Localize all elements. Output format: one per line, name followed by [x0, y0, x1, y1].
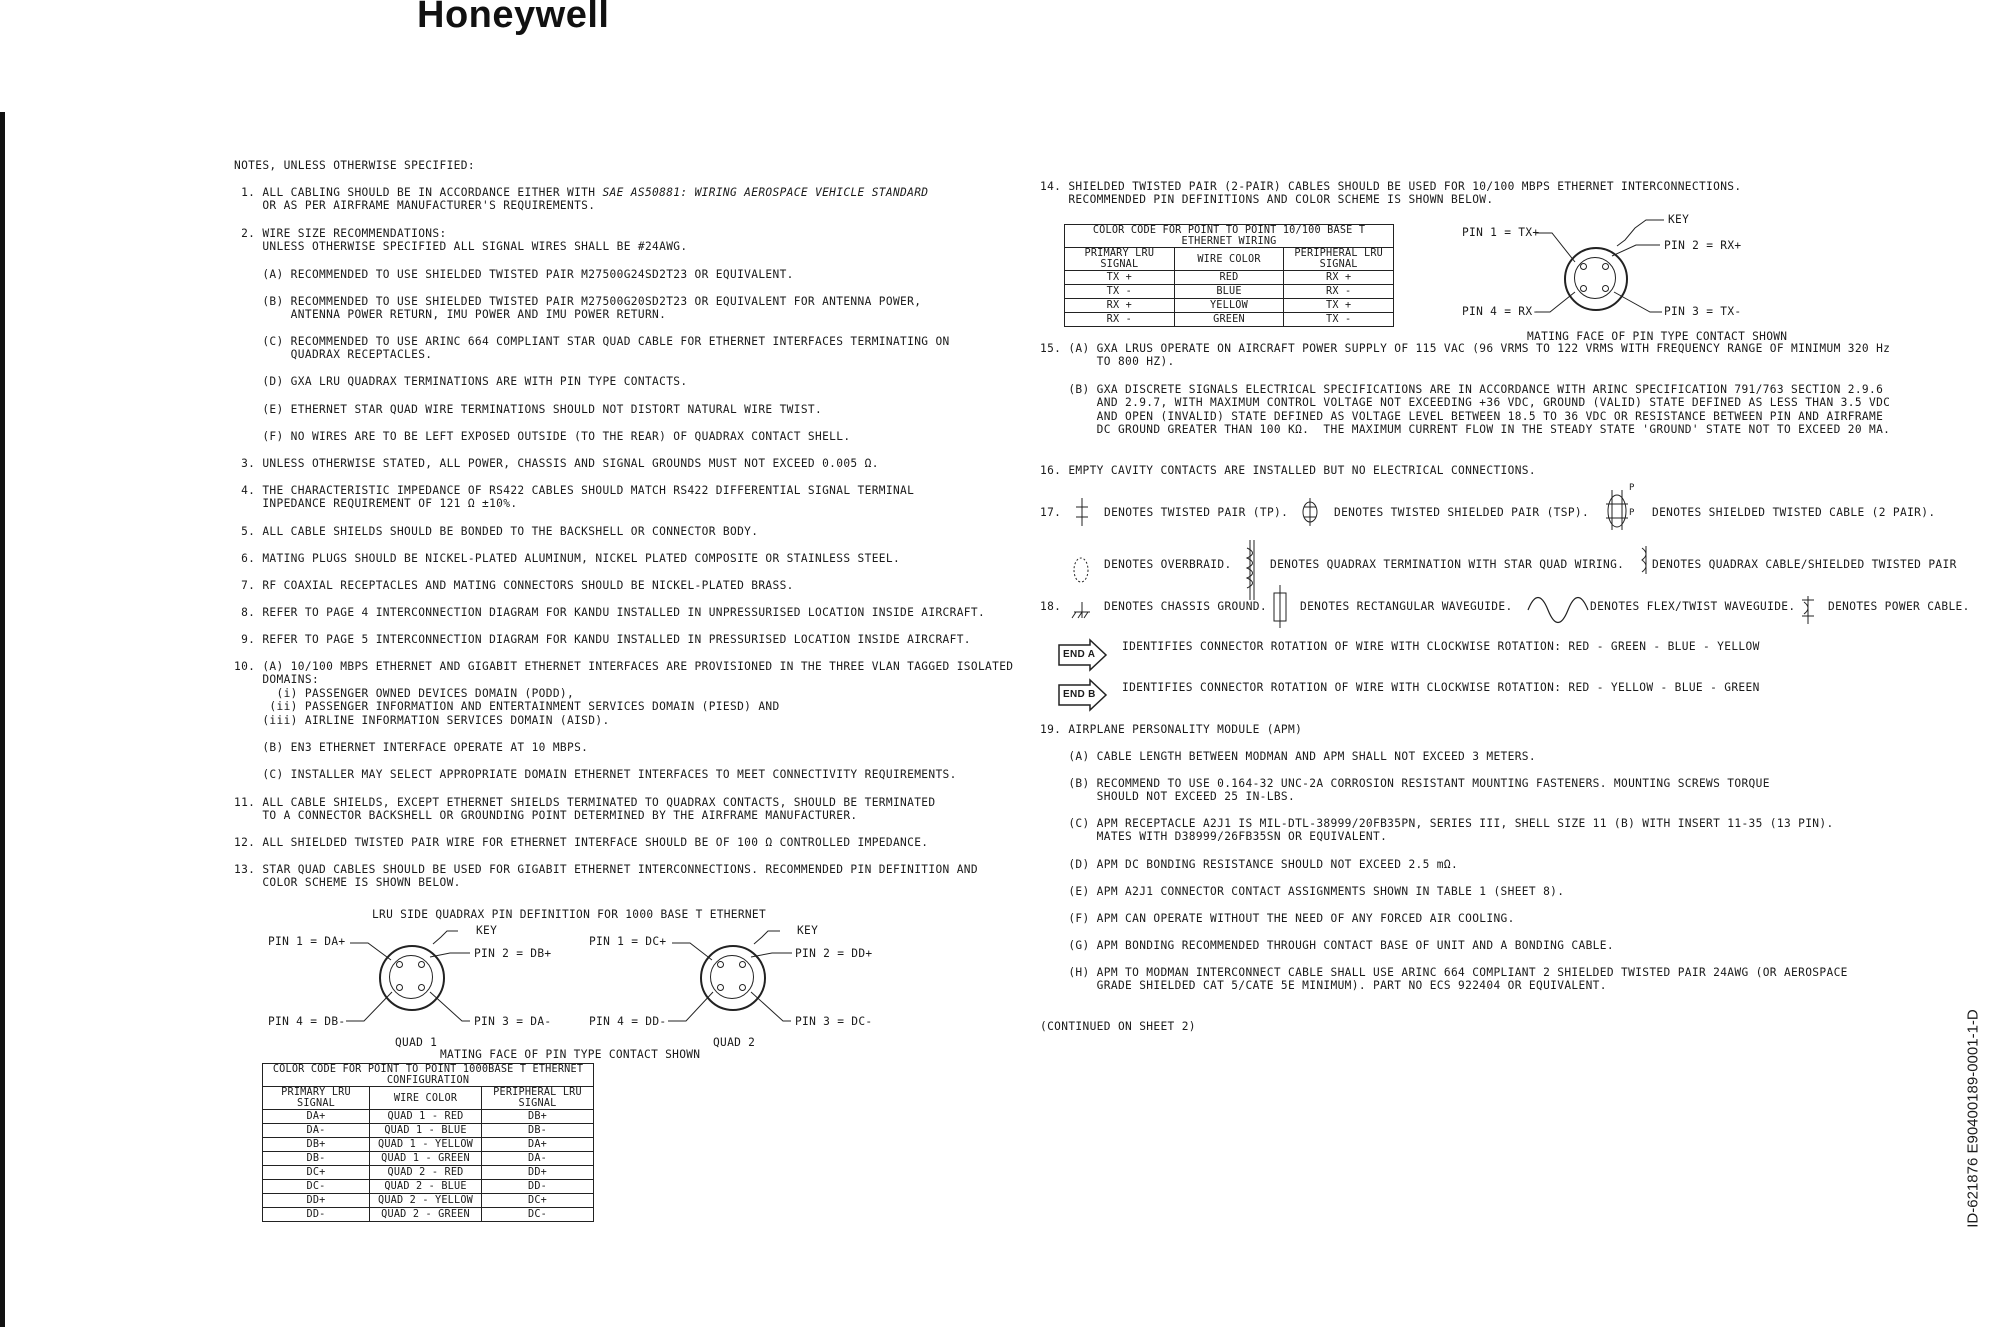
table-cell: YELLOW: [1174, 299, 1284, 313]
table-cell: QUAD 2 - RED: [370, 1166, 482, 1180]
note-19d: (D) APM DC BONDING RESISTANCE SHOULD NOT EXCEED 2.5 mΩ.: [1040, 858, 1459, 871]
table-header: PRIMARY LRU SIGNAL: [1065, 248, 1175, 271]
table-row: [263, 1180, 594, 1194]
table-row: [1065, 299, 1394, 313]
table-cell: RX +: [1284, 271, 1394, 285]
table-cell: QUAD 2 - GREEN: [370, 1208, 482, 1222]
table-cell: DC-: [482, 1208, 594, 1222]
table-row: [263, 1152, 594, 1166]
table-cell: DC+: [263, 1166, 370, 1180]
power-cable-label: DENOTES POWER CABLE.: [1828, 600, 1970, 613]
note-15a: 15. (A) GXA LRUS OPERATE ON AIRCRAFT POWER SUPPLY OF 115 VAC (96 VRMS TO 122 VRMS WITH FREQUENCY RANGE OF MINIMUM 320 Hz TO 800 HZ).: [1040, 342, 1891, 369]
table-cell: QUAD 2 - BLUE: [370, 1180, 482, 1194]
table-cell: DB+: [482, 1110, 594, 1124]
table-header: PERIPHERAL LRU SIGNAL: [482, 1087, 594, 1110]
note-19: 19. AIRPLANE PERSONALITY MODULE (APM): [1040, 723, 1303, 736]
end-a-text: IDENTIFIES CONNECTOR ROTATION OF WIRE WITH CLOCKWISE ROTATION: RED - GREEN - BLUE - YELLOW: [1122, 640, 1760, 653]
quadrax-cable-label: DENOTES QUADRAX CABLE/SHIELDED TWISTED PAIR: [1652, 558, 1957, 571]
table-row: [263, 1194, 594, 1208]
table-cell: RX -: [1065, 313, 1175, 327]
quadrax-termination-label: DENOTES QUADRAX TERMINATION WITH STAR QUAD WIRING.: [1270, 558, 1625, 571]
note-5: 5. ALL CABLE SHIELDS SHOULD BE BONDED TO THE BACKSHELL OR CONNECTOR BODY.: [234, 525, 759, 538]
notes-title: NOTES, UNLESS OTHERWISE SPECIFIED:: [234, 159, 475, 172]
table-cell: DD-: [263, 1208, 370, 1222]
note-2: 2. WIRE SIZE RECOMMENDATIONS: UNLESS OTHERWISE SPECIFIED ALL SIGNAL WIRES SHALL BE #24AWG.: [241, 227, 688, 254]
note-2e: (E) ETHERNET STAR QUAD WIRE TERMINATIONS SHOULD NOT DISTORT NATURAL WIRE TWIST.: [234, 403, 823, 416]
table-cell: TX +: [1065, 271, 1175, 285]
table-cell: DC-: [263, 1180, 370, 1194]
note-8: 8. REFER TO PAGE 4 INTERCONNECTION DIAGRAM FOR KANDU INSTALLED IN UNPRESSURISED LOCATION INSIDE AIRCRAFT.: [234, 606, 986, 619]
quad2-name: QUAD 2: [713, 1036, 756, 1049]
table-cell: TX +: [1284, 299, 1394, 313]
table-cell: DA+: [482, 1138, 594, 1152]
table-row: [263, 1208, 594, 1222]
note-13: 13. STAR QUAD CABLES SHOULD BE USED FOR GIGABIT ETHERNET INTERCONNECTIONS. RECOMMENDED PIN DEFINITION AND COLOR SCHEME IS SHOWN BELOW.: [234, 863, 978, 890]
note-2d: (D) GXA LRU QUADRAX TERMINATIONS ARE WITH PIN TYPE CONTACTS.: [234, 375, 688, 388]
table-cell: DD-: [482, 1180, 594, 1194]
end-b-label: END B: [1063, 689, 1096, 700]
chassis-ground-label: DENOTES CHASSIS GROUND.: [1104, 600, 1267, 613]
note-14: 14. SHIELDED TWISTED PAIR (2-PAIR) CABLES SHOULD BE USED FOR 10/100 MBPS ETHERNET INTERCONNECTIONS. RECOMMENDED PIN DEFINITIONS AND COLOR SCHEME IS SHOWN BELOW.: [1040, 180, 1742, 207]
left-margin-bar: [0, 112, 5, 1327]
table-header: WIRE COLOR: [370, 1087, 482, 1110]
table-header: PRIMARY LRU SIGNAL: [263, 1087, 370, 1110]
table-row: [1065, 271, 1394, 285]
stc-label: DENOTES SHIELDED TWISTED CABLE (2 PAIR).: [1652, 506, 1936, 519]
note-17-number: 17.: [1040, 506, 1062, 519]
quad1-name: QUAD 1: [395, 1036, 438, 1049]
quad2-pin1-label: PIN 1 = DC+: [589, 935, 667, 948]
table-cell: DA-: [263, 1124, 370, 1138]
quad2-pin4-label: PIN 4 = DD-: [589, 1015, 667, 1028]
table-row: [263, 1110, 594, 1124]
table-cell: QUAD 1 - RED: [370, 1110, 482, 1124]
p-label: P: [1629, 508, 1635, 518]
note-16: 16. EMPTY CAVITY CONTACTS ARE INSTALLED BUT NO ELECTRICAL CONNECTIONS.: [1040, 464, 1536, 477]
note-9: 9. REFER TO PAGE 5 INTERCONNECTION DIAGRAM FOR KANDU INSTALLED IN PRESSURISED LOCATION INSIDE AIRCRAFT.: [234, 633, 971, 646]
table-10-100-base-t: [1064, 224, 1394, 327]
note-10c: (C) INSTALLER MAY SELECT APPROPRIATE DOMAIN ETHERNET INTERFACES TO MEET CONNECTIVITY REQUIREMENTS.: [234, 768, 957, 781]
note-19h: (H) APM TO MODMAN INTERCONNECT CABLE SHALL USE ARINC 664 COMPLIANT 2 SHIELDED TWISTED PAIR 24AWG (OR AEROSPACE GRADE SHIELDED CAT 5/CATE 5E MINIMUM). PART NO ECS 922404 OR EQUIVALENT.: [1068, 966, 1848, 993]
note-7: 7. RF COAXIAL RECEPTACLES AND MATING CONNECTORS SHOULD BE NICKEL-PLATED BRASS.: [234, 579, 794, 592]
table-cell: DB-: [263, 1152, 370, 1166]
tsp-label: DENOTES TWISTED SHIELDED PAIR (TSP).: [1334, 506, 1590, 519]
table-cell: DA+: [263, 1110, 370, 1124]
table-1000base-t: [262, 1063, 594, 1222]
table-cell: DC+: [482, 1194, 594, 1208]
continued-note: (CONTINUED ON SHEET 2): [1040, 1020, 1196, 1033]
note-19b: (B) RECOMMEND TO USE 0.164-32 UNC-2A CORROSION RESISTANT MOUNTING FASTENERS. MOUNTING SCREWS TORQUE SHOULD NOT EXCEED 25 IN-LBS.: [1068, 777, 1770, 804]
table-row: [1065, 285, 1394, 299]
note-19a: (A) CABLE LENGTH BETWEEN MODMAN AND APM SHALL NOT EXCEED 3 METERS.: [1040, 750, 1536, 763]
table-title: COLOR CODE FOR POINT TO POINT 10/100 BASE T ETHERNET WIRING: [1065, 225, 1394, 248]
tp-label: DENOTES TWISTED PAIR (TP).: [1104, 506, 1289, 519]
table-cell: QUAD 1 - YELLOW: [370, 1138, 482, 1152]
note-15b: (B) GXA DISCRETE SIGNALS ELECTRICAL SPECIFICATIONS ARE IN ACCORDANCE WITH ARINC SPECIFICATION 791/763 SECTION 2.9.6 AND 2.9.7, WITH MAXIMUM CONTROL VOLTAGE NOT EXCEEDING +36 VDC, GROUND (VALID) STATE DEFINED AS LESS THAN 3.5 VDC AND OPEN (INVALID) STATE DEFINED AS VOLTAGE LEVEL BETWEEN 18.5 TO 36 VDC OR RESISTANCE BETWEEN PIN AND AIRFRAME DC GROUND GREATER THAN 100 KΩ. THE MAXIMUM CURRENT FLOW IN THE STEADY STATE 'GROUND' STATE NOT TO EXCEED 20 MA.: [1068, 383, 1891, 437]
note-11: 11. ALL CABLE SHIELDS, EXCEPT ETHERNET SHIELDS TERMINATED TO QUADRAX CONTACTS, SHOULD BE TERMINATED TO A CONNECTOR BACKSHELL OR GROUNDING POINT DETERMINED BY THE AIRFRAME MANUFACTURER.: [234, 796, 936, 823]
quad1-pin4-label: PIN 4 = DB-: [268, 1015, 346, 1028]
note-2a: (A) RECOMMENDED TO USE SHIELDED TWISTED PAIR M27500G24SD2T23 OR EQUIVALENT.: [234, 268, 794, 281]
overbraid-label: DENOTES OVERBRAID.: [1104, 558, 1232, 571]
quad-caption: MATING FACE OF PIN TYPE CONTACT SHOWN: [440, 1048, 701, 1061]
flex-waveguide-label: DENOTES FLEX/TWIST WAVEGUIDE.: [1590, 600, 1796, 613]
note-3: 3. UNLESS OTHERWISE STATED, ALL POWER, CHASSIS AND SIGNAL GROUNDS MUST NOT EXCEED 0.005 Ω.: [234, 457, 879, 470]
quad2-pin2-label: PIN 2 = DD+: [795, 947, 873, 960]
note-19g: (G) APM BONDING RECOMMENDED THROUGH CONTACT BASE OF UNIT AND A BONDING CABLE.: [1040, 939, 1614, 952]
table-cell: BLUE: [1174, 285, 1284, 299]
note-1-cont: OR AS PER AIRFRAME MANUFACTURER'S REQUIREMENTS.: [234, 199, 596, 212]
table-cell: QUAD 1 - GREEN: [370, 1152, 482, 1166]
table-cell: DD+: [263, 1194, 370, 1208]
p-label: P: [1629, 483, 1635, 493]
note-19e: (E) APM A2J1 CONNECTOR CONTACT ASSIGNMENTS SHOWN IN TABLE 1 (SHEET 8).: [1040, 885, 1565, 898]
eth-key-label: KEY: [1668, 213, 1690, 226]
note-10a: 10. (A) 10/100 MBPS ETHERNET AND GIGABIT ETHERNET INTERFACES ARE PROVISIONED IN THE THREE VLAN TAGGED ISOLATED DOMAINS: (i) PASSENGER OWNED DEVICES DOMAIN (PODD), (ii) PASSENGER INFORMATION AND ENTERTAINMENT SERVICES DOMAIN (PIESD) AND (iii) AIRLINE INFORMATION SERVICES DOMAIN (AISD).: [234, 660, 1014, 727]
eth-caption: MATING FACE OF PIN TYPE CONTACT SHOWN: [1527, 330, 1788, 343]
table-cell: DA-: [482, 1152, 594, 1166]
table-row: [263, 1138, 594, 1152]
table-cell: TX -: [1284, 313, 1394, 327]
table-cell: DB-: [482, 1124, 594, 1138]
end-b-text: IDENTIFIES CONNECTOR ROTATION OF WIRE WITH CLOCKWISE ROTATION: RED - YELLOW - BLUE - GREEN: [1122, 681, 1760, 694]
end-b-arrow-icon: [0, 0, 1, 1]
quad2-pin3-label: PIN 3 = DC-: [795, 1015, 873, 1028]
quad1-pin2-label: PIN 2 = DB+: [474, 947, 552, 960]
honeywell-logo: Honeywell: [417, 0, 610, 36]
end-a-label: END A: [1063, 649, 1096, 660]
eth-pin4-label: PIN 4 = RX-: [1462, 305, 1540, 318]
note-2f: (F) NO WIRES ARE TO BE LEFT EXPOSED OUTSIDE (TO THE REAR) OF QUADRAX CONTACT SHELL.: [234, 430, 851, 443]
note-2b: (B) RECOMMENDED TO USE SHIELDED TWISTED PAIR M27500G20SD2T23 OR EQUIVALENT FOR ANTENNA POWER, ANTENNA POWER RETURN, IMU POWER AND IMU POWER RETURN.: [262, 295, 922, 322]
table-cell: RX +: [1065, 299, 1175, 313]
document-id: ID-621876 E90400189-0001-1-D: [1964, 1009, 1982, 1228]
quad1-pin1-label: PIN 1 = DA+: [268, 935, 346, 948]
table-cell: RED: [1174, 271, 1284, 285]
note-18-number: 18.: [1040, 600, 1062, 613]
table-cell: QUAD 1 - BLUE: [370, 1124, 482, 1138]
note-19f: (F) APM CAN OPERATE WITHOUT THE NEED OF ANY FORCED AIR COOLING.: [1040, 912, 1515, 925]
table-title: COLOR CODE FOR POINT TO POINT 1000BASE T ETHERNET CONFIGURATION: [263, 1064, 594, 1087]
note-10b: (B) EN3 ETHERNET INTERFACE OPERATE AT 10 MBPS.: [234, 741, 589, 754]
table-row: [263, 1124, 594, 1138]
quad1-pin3-label: PIN 3 = DA-: [474, 1015, 552, 1028]
table-header: WIRE COLOR: [1174, 248, 1284, 271]
table-cell: QUAD 2 - YELLOW: [370, 1194, 482, 1208]
eth-pin3-label: PIN 3 = TX-: [1664, 305, 1742, 318]
eth-pin2-label: PIN 2 = RX+: [1664, 239, 1742, 252]
table-cell: RX -: [1284, 285, 1394, 299]
table-header: PERIPHERAL LRU SIGNAL: [1284, 248, 1394, 271]
table-cell: DB+: [263, 1138, 370, 1152]
quad-diagram-title: LRU SIDE QUADRAX PIN DEFINITION FOR 1000 BASE T ETHERNET: [372, 908, 766, 921]
quad1-key-label: KEY: [476, 924, 498, 937]
eth-pin1-label: PIN 1 = TX+: [1462, 226, 1540, 239]
table-row: [1065, 313, 1394, 327]
note-2c: (C) RECOMMENDED TO USE ARINC 664 COMPLIANT STAR QUAD CABLE FOR ETHERNET INTERFACES TERMINATING ON QUADRAX RECEPTACLES.: [262, 335, 950, 362]
note-6: 6. MATING PLUGS SHOULD BE NICKEL-PLATED ALUMINUM, NICKEL PLATED COMPOSITE OR STAINLESS STEEL.: [234, 552, 901, 565]
note-19c: (C) APM RECEPTACLE A2J1 IS MIL-DTL-38999/20FB35PN, SERIES III, SHELL SIZE 11 (B) WITH INSERT 11-35 (13 PIN). MATES WITH D38999/26FB35SN OR EQUIVALENT.: [1068, 817, 1834, 844]
table-cell: TX -: [1065, 285, 1175, 299]
note-4: 4. THE CHARACTERISTIC IMPEDANCE OF RS422 CABLES SHOULD MATCH RS422 DIFFERENTIAL SIGNAL TERMINAL INPEDANCE REQUIREMENT OF 121 Ω ±10%.: [241, 484, 915, 511]
table-row: [263, 1166, 594, 1180]
table-cell: DD+: [482, 1166, 594, 1180]
note-1: 1. ALL CABLING SHOULD BE IN ACCORDANCE EITHER WITH SAE AS50881: WIRING AEROSPACE VEHICLE STANDARD: [234, 186, 929, 199]
quad2-key-label: KEY: [797, 924, 819, 937]
note-12: 12. ALL SHIELDED TWISTED PAIR WIRE FOR ETHERNET INTERFACE SHOULD BE OF 100 Ω CONTROLLED IMPEDANCE.: [234, 836, 929, 849]
table-cell: GREEN: [1174, 313, 1284, 327]
rect-waveguide-label: DENOTES RECTANGULAR WAVEGUIDE.: [1300, 600, 1513, 613]
